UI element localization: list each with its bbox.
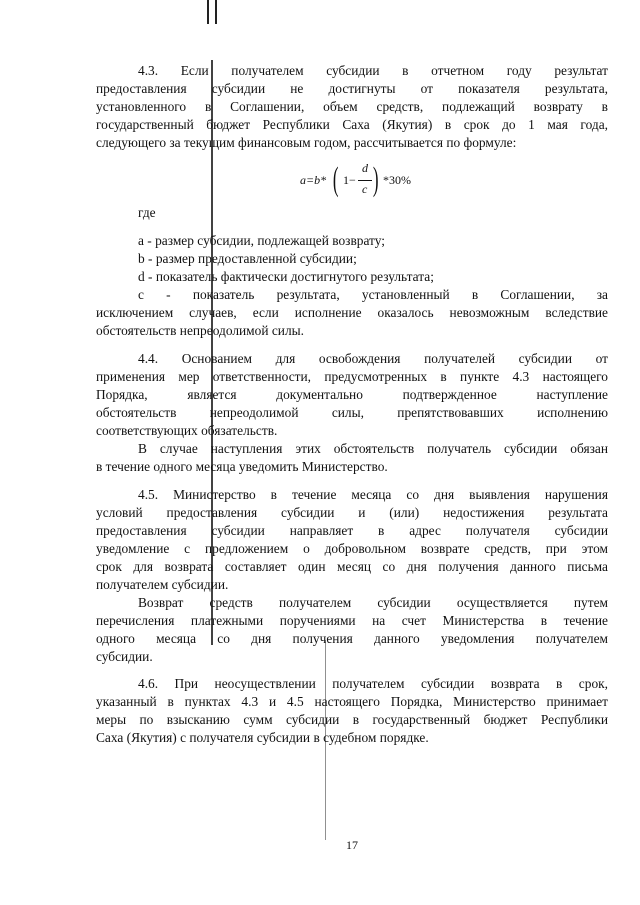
paragraph-line: условий предоставления субсидии и (или) недостижения результата [96,505,608,520]
formula-denominator: c [362,182,368,196]
formula [300,160,500,204]
paragraph-line: следующего за текущим финансовым годом, рассчитывается по формуле: [96,135,517,150]
paragraph-line: перечисления платежными поручениями на счет Министерства в течение [96,613,608,628]
paragraph-line: меры по взысканию сумм субсидии в государственный бюджет Республики [96,712,608,727]
paragraph-line: В случае наступления этих обстоятельств получатель субсидии обязан [138,441,608,456]
paragraph-line: предоставления субсидии направляет в адрес получателя субсидии [96,523,608,538]
definition-line: а - размер субсидии, подлежащей возврату; [138,233,385,248]
paragraph-line: где [138,205,156,220]
definition-line: с - показатель результата, установленный в Соглашении, за [138,287,608,302]
formula-rhs: *30% [383,173,411,187]
paragraph-line: 4.6. При неосуществлении получателем субсидии возврата в срок, [138,676,608,691]
paragraph-line: в течение одного месяца уведомить Министерство. [96,459,388,474]
paragraph-line: Возврат средств получателем субсидии осуществляется путем [138,595,608,610]
paragraph-line: уведомление с предложением о добровольном возврате средств, при этом [96,541,608,556]
paragraph-line: субсидии. [96,649,153,664]
paragraph-line: Порядка, является документально подтвержденное наступление [96,387,608,402]
formula-numerator: d [362,161,368,175]
paragraph-line: 4.4. Основанием для освобождения получателей субсидии от [138,351,608,366]
paragraph-line: срок для возврата составляет один месяц со дня получения данного письма [96,559,608,574]
scan-artifact-line [215,0,217,24]
formula-one: 1− [343,173,356,187]
paragraph-line: установленного в Соглашении, объем средств, подлежащий возврату в [96,99,608,114]
paragraph-line: получателем субсидии. [96,577,229,592]
scan-artifact-line [207,0,209,24]
formula-fraction-bar [358,180,372,181]
definition-line: b - размер предоставленной субсидии; [138,251,357,266]
paragraph-line: указанный в пунктах 4.3 и 4.5 настоящего Порядка, Министерство принимает [96,694,608,709]
definition-line: исключением случаев, если исполнение оказалось невозможным вследствие [96,305,608,320]
paragraph-line: обстоятельств непреодолимой силы, препятствовавших исполнению [96,405,608,420]
formula-right-paren: ) [372,161,379,198]
paragraph-line: государственный бюджет Республики Саха (Якутия) в срок до 1 мая года, [96,117,608,132]
paragraph-line: 4.3. Если получателем субсидии в отчетном году результат [138,63,608,78]
paragraph-line: применения мер ответственности, предусмотренных в пункте 4.3 настоящего [96,369,608,384]
paragraph-line: 4.5. Министерство в течение месяца со дня выявления нарушения [138,487,608,502]
paragraph-line: Саха (Якутия) с получателя субсидии в судебном порядке. [96,730,429,745]
paragraph-line: предоставления субсидии не достигнуты от показателя результата, [96,81,608,96]
formula-left-paren: ( [332,161,339,198]
paragraph-line: соответствующих обязательств. [96,423,278,438]
page-number: 17 [346,838,358,852]
definition-line: обстоятельств непреодолимой силы. [96,323,304,338]
paragraph-line: одного месяца со дня получения данного уведомления получателем [96,631,608,646]
formula-lhs: a=b* [300,173,327,187]
definition-line: d - показатель фактически достигнутого результата; [138,269,434,284]
